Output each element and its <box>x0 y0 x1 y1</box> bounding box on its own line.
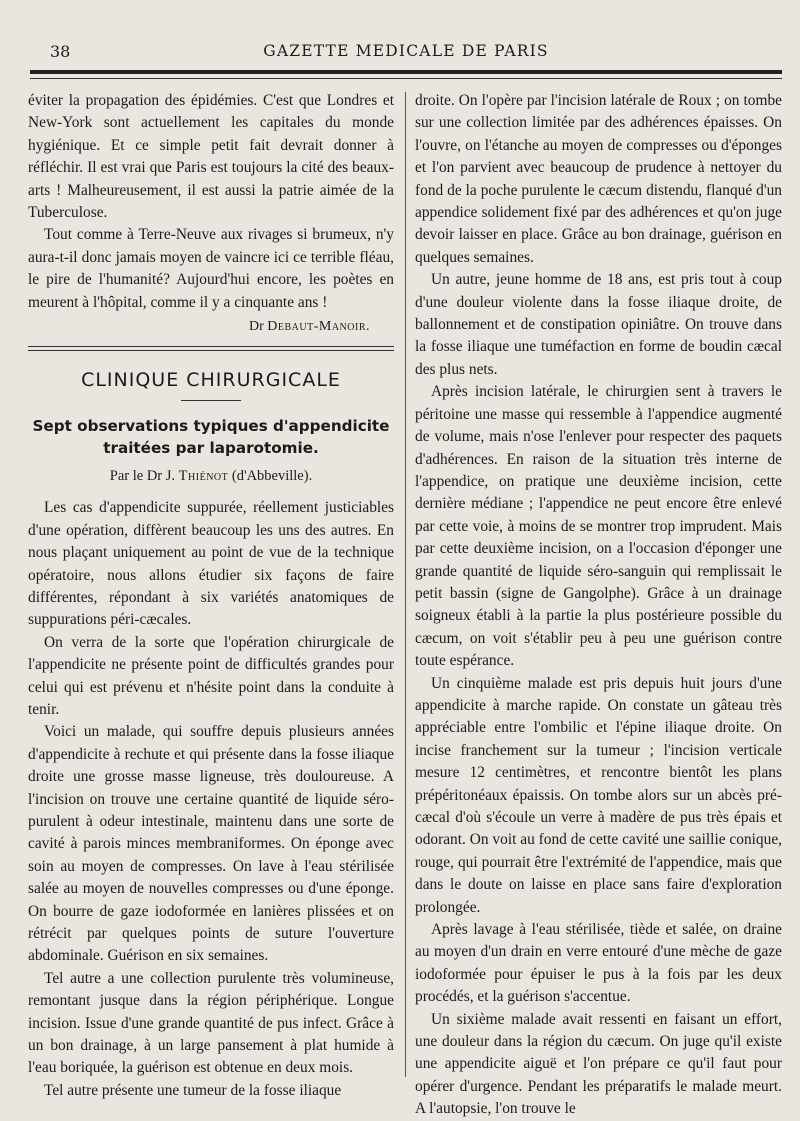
journal-title: GAZETTE MEDICALE DE PARIS <box>263 42 549 60</box>
paragraph: Un autre, jeune homme de 18 ans, est pris tout à coup d'une douleur violente dans la fosse iliaque droite, de ballonnement et de constipation opiniâtre. On trouve dans la fosse iliaque une tuméfaction en forme de boudin cæcal des plus nets. <box>415 271 782 378</box>
byline-prefix: Par le Dr J. <box>109 467 176 484</box>
paragraph: éviter la propagation des épidémies. C'est que Londres et New-York sont actuellement les capitales du monde hygiénique. Et ce simple petit fait devrait donner à réfléchir. Il est vrai que Paris est toujours la cité des beaux-arts ! Malheureusement, il est aussi la patrie aimée de la Tuberculose. <box>28 92 394 222</box>
signature <box>28 316 394 338</box>
page-number: 38 <box>50 42 71 61</box>
signature-name: Debaut-Manoir. <box>267 319 370 335</box>
paragraph: droite. On l'opère par l'incision latérale de Roux ; on tombe sur une collection limitée par des adhérences épaisses. On l'ouvre, on l'étanche au moyen de compresses ou d'éponges et l'on parvient avec beaucoup de prudence à nettoyer du fond de la poche purulente le cæcum distendu, flanqué d'un appendice solidement fixé par des adhérences et qu'on juge devoir laisser en place. Grâce au bon drainage, guérison en quelques semaines. <box>415 92 782 266</box>
paragraph: Après lavage à l'eau stérilisée, tiède et salée, on draine au moyen d'un drain en verre entouré d'une mèche de gaze iodoformée pour épuiser le pus à la fois par les deux procédés, et la guérison s'accentue. <box>415 921 782 1006</box>
signature-prefix: Dr <box>249 319 264 335</box>
paragraph: Un sixième malade avait ressenti en faisant un effort, une douleur dans la région du cæcum. On juge qu'il existe une appendicite aiguë et l'on prépare ce qu'il faut pour opérer d'urgence. Pendant les préparatifs le malade meurt. A l'autopsie, l'on trouve le <box>415 1010 782 1118</box>
article-title: Sept observations typiques d'appendicite traitées par laparotomie. <box>32 416 390 457</box>
header-rule-thin <box>30 78 782 79</box>
header-rule-thick <box>30 70 782 74</box>
paragraph: Voici un malade, qui souffre depuis plusieurs années d'appendicite à rechute et qui présente dans la fosse iliaque droite une grosse masse ligneuse, très douloureuse. A l'incision on trouve une certaine quantité de liquide séro-purulent à odeur intestinale, maintenu dans une sorte de cavité à parois minces membraniformes. On éponge avec soin au moyen de compresses. On lave à l'eau stérilisée salée au moyen de nouvelles compresses ou d'une éponge. On bourre de gaze iodoformée en lanières plissées et on rétrécit par quelques points de suture l'ouverture abdominale. Guérison en six semaines. <box>28 723 394 965</box>
byline-suffix: (d'Abbeville). <box>231 467 313 484</box>
byline-author: Thiénot <box>178 467 229 484</box>
title-rule <box>181 400 241 401</box>
column-divider <box>405 92 406 1077</box>
paragraph: Un cinquième malade est pris depuis huit jours d'une appendicite à marche rapide. On constate un gâteau très appréciable entre l'ombilic et l'épine iliaque droite. On incise franchement sur la tumeur ; l'incision verticale mesure 12 centimètres, et rencontre bientôt les plans prépéritonéaux épaissis. On tombe alors sur un abcès pré-cæcal d'où s'écoule un verre à madère de pus très épais et odorant. On voit au fond de cette cavité une saillie conique, rouge, qui pourrait être l'extrémité de l'appendice, mais que dans le doute on laisse en place sans faire d'exploration prolongée. <box>415 674 782 916</box>
paragraph: Tel autre a une collection purulente très volumineuse, remontant jusque dans la région périphérique. Longue incision. Issue d'une grande quantité de pus infect. Grâce à un bon drainage, à un large pansement à plat humide à l'eau boriquée, la guérison est obtenue en deux mois. <box>28 969 394 1077</box>
paragraph: Tel autre présente une tumeur de la fosse iliaque <box>44 1081 342 1099</box>
paragraph: Tout comme à Terre-Neuve aux rivages si brumeux, n'y aura-t-il donc jamais moyen de vaincre ici ce terrible fléau, le pire de l'humanité? Aujourd'hui encore, les poètes en meurent à l'hôpital, comme il y a cinquante ans ! <box>28 226 394 311</box>
page-header <box>30 40 782 68</box>
paragraph: On verra de la sorte que l'opération chirurgicale de l'appendicite ne présente point de difficultés grandes pour celui qui est prévenu et n'hésite point dans la conduite à tenir. <box>28 633 394 718</box>
section-divider <box>28 346 394 351</box>
section-title: CLINIQUE CHIRURGICALE <box>81 369 341 392</box>
right-column <box>415 90 782 1121</box>
left-column <box>28 90 394 1102</box>
paragraph: Après incision latérale, le chirurgien sent à travers le péritoine une masse qui ressemble à l'appendice augmenté de volume, mais n'ose l'enlever pour respecter des paquets d'adhérences. En raison de la situation très interne de l'appendice, on pratique une deuxième incision, cette dernière médiane ; l'appendice ne peut encore être enlevé par cette voie, à moins de se montrer trop imprudent. Mais par cette deuxième incision, on a l'occasion d'éponger une grande quantité de liquide séro-sanguin qui remplissait le petit bassin (signe de Gangolphe). Grâce à un drainage soigneux établi à la partie la plus postérieure possible du cæcum, on voit s'établir peu à peu une guérison contre toute espérance. <box>415 383 782 670</box>
paragraph: Les cas d'appendicite suppurée, réellement justiciables d'une opération, diffèrent beaucoup les uns des autres. En nous plaçant uniquement au point de vue de la technique opératoire, nous allons étudier six façons de faire différentes, répondant à six variétés anatomiques de suppurations péri-cæcales. <box>28 499 394 629</box>
byline <box>28 465 394 487</box>
